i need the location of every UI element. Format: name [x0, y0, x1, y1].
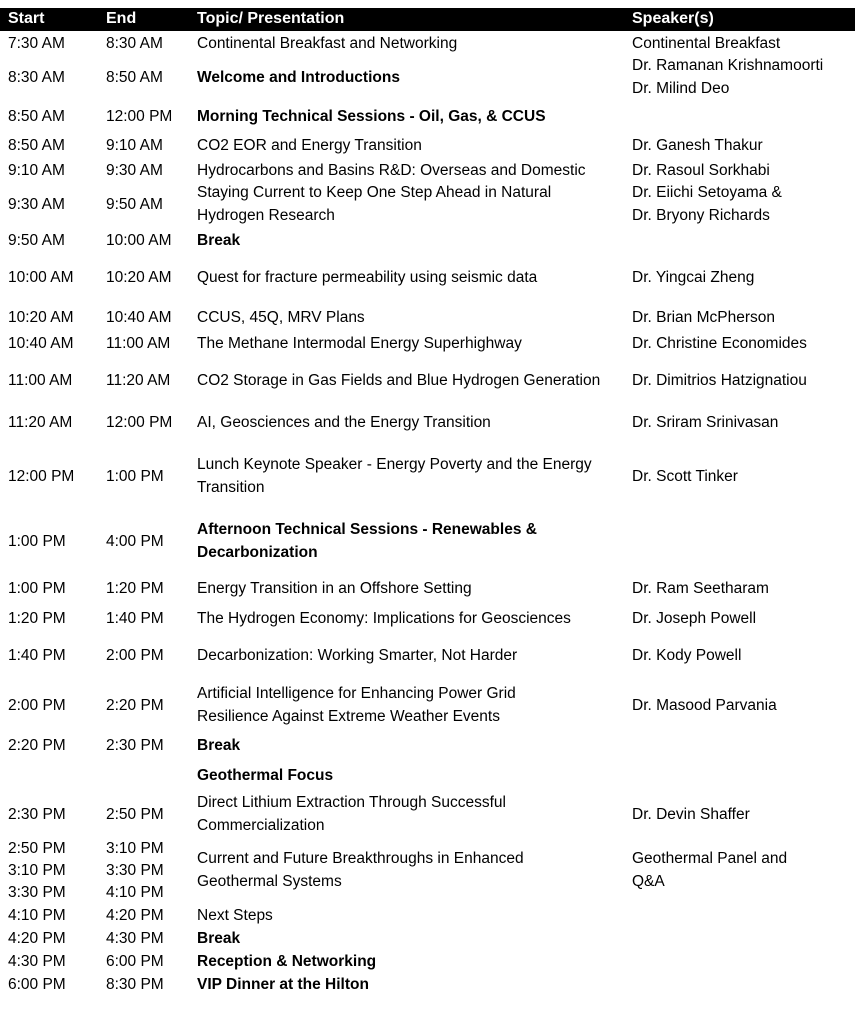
topic-line: VIP Dinner at the Hilton	[197, 975, 369, 993]
speaker-cell	[632, 803, 750, 826]
end-time: 2:00 PM	[106, 646, 164, 664]
topic-line: Geothermal Systems	[197, 873, 342, 890]
start-time: 4:20 PM	[8, 929, 66, 947]
end-time: 8:30 AM	[106, 34, 163, 52]
topic-cell	[197, 577, 472, 600]
speaker-cell	[632, 465, 738, 488]
end-time: 4:30 PM	[106, 929, 164, 947]
topic-line: Current and Future Breakthroughs in Enhanced	[197, 850, 524, 867]
topic-line: Next Steps	[197, 906, 273, 924]
start-time: 7:30 AM	[8, 34, 65, 52]
topic-cell	[197, 847, 524, 893]
topic-line: AI, Geosciences and the Energy Transition	[197, 413, 491, 431]
start-time: 2:50 PM	[8, 839, 66, 857]
end-time: 3:30 PM	[106, 861, 164, 879]
end-time: 11:00 AM	[106, 334, 171, 352]
topic-cell	[197, 332, 522, 355]
speaker-cell	[632, 369, 807, 392]
start-time: 6:00 PM	[8, 975, 66, 993]
start-time: 8:50 AM	[8, 107, 65, 125]
topic-line: The Methane Intermodal Energy Superhighway	[197, 334, 522, 352]
speaker-line: Dr. Christine Economides	[632, 334, 807, 352]
topic-line: The Hydrogen Economy: Implications for Geosciences	[197, 609, 571, 627]
start-time: 10:00 AM	[8, 268, 74, 286]
topic-cell	[197, 159, 586, 182]
end-time: 1:40 PM	[106, 609, 164, 627]
speaker-cell	[632, 694, 777, 717]
start-time: 4:30 PM	[8, 952, 66, 970]
end-time: 3:10 PM	[106, 839, 164, 857]
start-time: 9:50 AM	[8, 231, 65, 249]
speaker-cell	[632, 577, 769, 600]
topic-line: CO2 Storage in Gas Fields and Blue Hydrogen Generation	[197, 371, 601, 389]
start-time: 2:30 PM	[8, 805, 66, 823]
speaker-line: Dr. Masood Parvania	[632, 696, 777, 714]
end-time: 2:50 PM	[106, 805, 164, 823]
topic-cell	[197, 32, 457, 55]
topic-cell	[197, 682, 516, 728]
speaker-line: Dr. Rasoul Sorkhabi	[632, 161, 770, 179]
topic-cell	[197, 518, 537, 564]
end-time: 1:00 PM	[106, 467, 164, 485]
topic-line: Afternoon Technical Sessions - Renewables &	[197, 521, 537, 538]
end-time: 9:50 AM	[106, 195, 163, 213]
topic-line: Decarbonization: Working Smarter, Not Harder	[197, 646, 518, 664]
speaker-line: Q&A	[632, 873, 665, 890]
topic-cell	[197, 791, 506, 837]
start-time: 2:00 PM	[8, 696, 66, 714]
topic-line: Direct Lithium Extraction Through Successful	[197, 794, 506, 811]
speaker-cell	[632, 306, 775, 329]
topic-cell	[197, 229, 240, 252]
start-time: 1:20 PM	[8, 609, 66, 627]
end-time: 12:00 PM	[106, 107, 173, 125]
speaker-cell	[632, 32, 780, 55]
topic-line: Break	[197, 231, 241, 249]
speaker-cell	[632, 607, 756, 630]
end-time: 10:00 AM	[106, 231, 172, 249]
topic-line: Break	[197, 736, 241, 754]
end-time: 4:10 PM	[106, 883, 164, 901]
start-time: 3:10 PM	[8, 861, 66, 879]
topic-cell	[197, 904, 273, 927]
topic-line: Hydrogen Research	[197, 207, 335, 224]
speaker-line: Dr. Brian McPherson	[632, 308, 775, 326]
end-time: 8:30 PM	[106, 975, 164, 993]
start-time: 4:10 PM	[8, 906, 66, 924]
topic-cell	[197, 950, 376, 973]
speaker-line: Dr. Kody Powell	[632, 646, 742, 664]
speaker-line: Dr. Bryony Richards	[632, 207, 770, 224]
header-end: End	[106, 10, 137, 27]
speaker-line: Dr. Devin Shaffer	[632, 805, 750, 823]
speaker-cell	[632, 644, 741, 667]
start-time: 12:00 PM	[8, 467, 75, 485]
start-time: 10:40 AM	[8, 334, 74, 352]
topic-cell	[197, 734, 240, 757]
end-time: 4:00 PM	[106, 532, 164, 550]
speaker-cell	[632, 411, 778, 434]
topic-line: Break	[197, 929, 241, 947]
end-time: 9:30 AM	[106, 161, 163, 179]
topic-line: Welcome and Introductions	[197, 68, 400, 86]
topic-cell	[197, 411, 491, 434]
topic-cell	[197, 181, 551, 227]
topic-line: CO2 EOR and Energy Transition	[197, 136, 422, 154]
topic-line: Transition	[197, 479, 265, 496]
start-time: 9:30 AM	[8, 195, 65, 213]
start-time: 1:00 PM	[8, 532, 66, 550]
speaker-line: Dr. Ramanan Krishnamoorti	[632, 57, 824, 74]
start-time: 2:20 PM	[8, 736, 66, 754]
end-time: 12:00 PM	[106, 413, 173, 431]
end-time: 4:20 PM	[106, 906, 164, 924]
topic-cell	[197, 453, 592, 499]
topic-line: Decarbonization	[197, 544, 318, 561]
topic-cell	[197, 644, 517, 667]
topic-line: Resilience Against Extreme Weather Events	[197, 708, 500, 725]
table-header	[0, 8, 855, 31]
end-time: 10:20 AM	[106, 268, 172, 286]
topic-line: CCUS, 45Q, MRV Plans	[197, 308, 365, 326]
topic-cell	[197, 973, 369, 996]
header-speaker: Speaker(s)	[632, 10, 714, 27]
speaker-line: Dr. Joseph Powell	[632, 609, 757, 627]
start-time: 11:00 AM	[8, 371, 73, 389]
topic-line: Morning Technical Sessions - Oil, Gas, & CCUS	[197, 107, 546, 125]
speaker-line: Dr. Yingcai Zheng	[632, 268, 755, 286]
topic-line: Geothermal Focus	[197, 766, 334, 784]
header-start: Start	[8, 10, 45, 27]
speaker-cell	[632, 134, 763, 157]
start-time: 11:20 AM	[8, 413, 73, 431]
end-time: 2:30 PM	[106, 736, 164, 754]
topic-line: Continental Breakfast and Networking	[197, 34, 458, 52]
speaker-cell	[632, 847, 787, 893]
topic-cell	[197, 306, 365, 329]
topic-cell	[197, 66, 400, 89]
speaker-line: Geothermal Panel and	[632, 850, 788, 867]
start-time: 10:20 AM	[8, 308, 74, 326]
end-time: 1:20 PM	[106, 579, 164, 597]
topic-line: Quest for fracture permeability using seismic data	[197, 268, 538, 286]
topic-line: Lunch Keynote Speaker - Energy Poverty and the Energy	[197, 456, 592, 473]
end-time: 10:40 AM	[106, 308, 172, 326]
topic-cell	[197, 134, 422, 157]
speaker-cell	[632, 159, 770, 182]
start-time: 8:30 AM	[8, 68, 65, 86]
speaker-line: Dr. Eiichi Setoyama &	[632, 184, 782, 201]
topic-line: Energy Transition in an Offshore Setting	[197, 579, 472, 597]
speaker-cell	[632, 54, 823, 100]
speaker-cell	[632, 181, 782, 227]
speaker-line: Continental Breakfast	[632, 34, 781, 52]
start-time: 3:30 PM	[8, 883, 66, 901]
start-time: 8:50 AM	[8, 136, 65, 154]
end-time: 2:20 PM	[106, 696, 164, 714]
topic-line: Artificial Intelligence for Enhancing Power Grid	[197, 685, 516, 702]
topic-line: Staying Current to Keep One Step Ahead in Natural	[197, 184, 552, 201]
topic-line: Commercialization	[197, 817, 325, 834]
start-time: 1:00 PM	[8, 579, 66, 597]
end-time: 6:00 PM	[106, 952, 164, 970]
speaker-line: Dr. Sriram Srinivasan	[632, 413, 779, 431]
topic-cell	[197, 369, 600, 392]
end-time: 8:50 AM	[106, 68, 163, 86]
topic-line: Hydrocarbons and Basins R&D: Overseas and Domestic	[197, 161, 586, 179]
speaker-line: Dr. Milind Deo	[632, 80, 730, 97]
speaker-line: Dr. Ram Seetharam	[632, 579, 769, 597]
speaker-cell	[632, 266, 754, 289]
start-time: 1:40 PM	[8, 646, 66, 664]
topic-cell	[197, 927, 240, 950]
end-time: 11:20 AM	[106, 371, 171, 389]
topic-cell	[197, 105, 546, 128]
end-time: 9:10 AM	[106, 136, 163, 154]
speaker-line: Dr. Ganesh Thakur	[632, 136, 763, 154]
speaker-line: Dr. Scott Tinker	[632, 467, 738, 485]
topic-line: Reception & Networking	[197, 952, 377, 970]
header-topic: Topic/ Presentation	[197, 10, 345, 27]
topic-cell	[197, 266, 537, 289]
start-time: 9:10 AM	[8, 161, 65, 179]
speaker-line: Dr. Dimitrios Hatzignatiou	[632, 371, 807, 389]
speaker-cell	[632, 332, 807, 355]
topic-cell	[197, 607, 571, 630]
topic-cell	[197, 764, 333, 787]
